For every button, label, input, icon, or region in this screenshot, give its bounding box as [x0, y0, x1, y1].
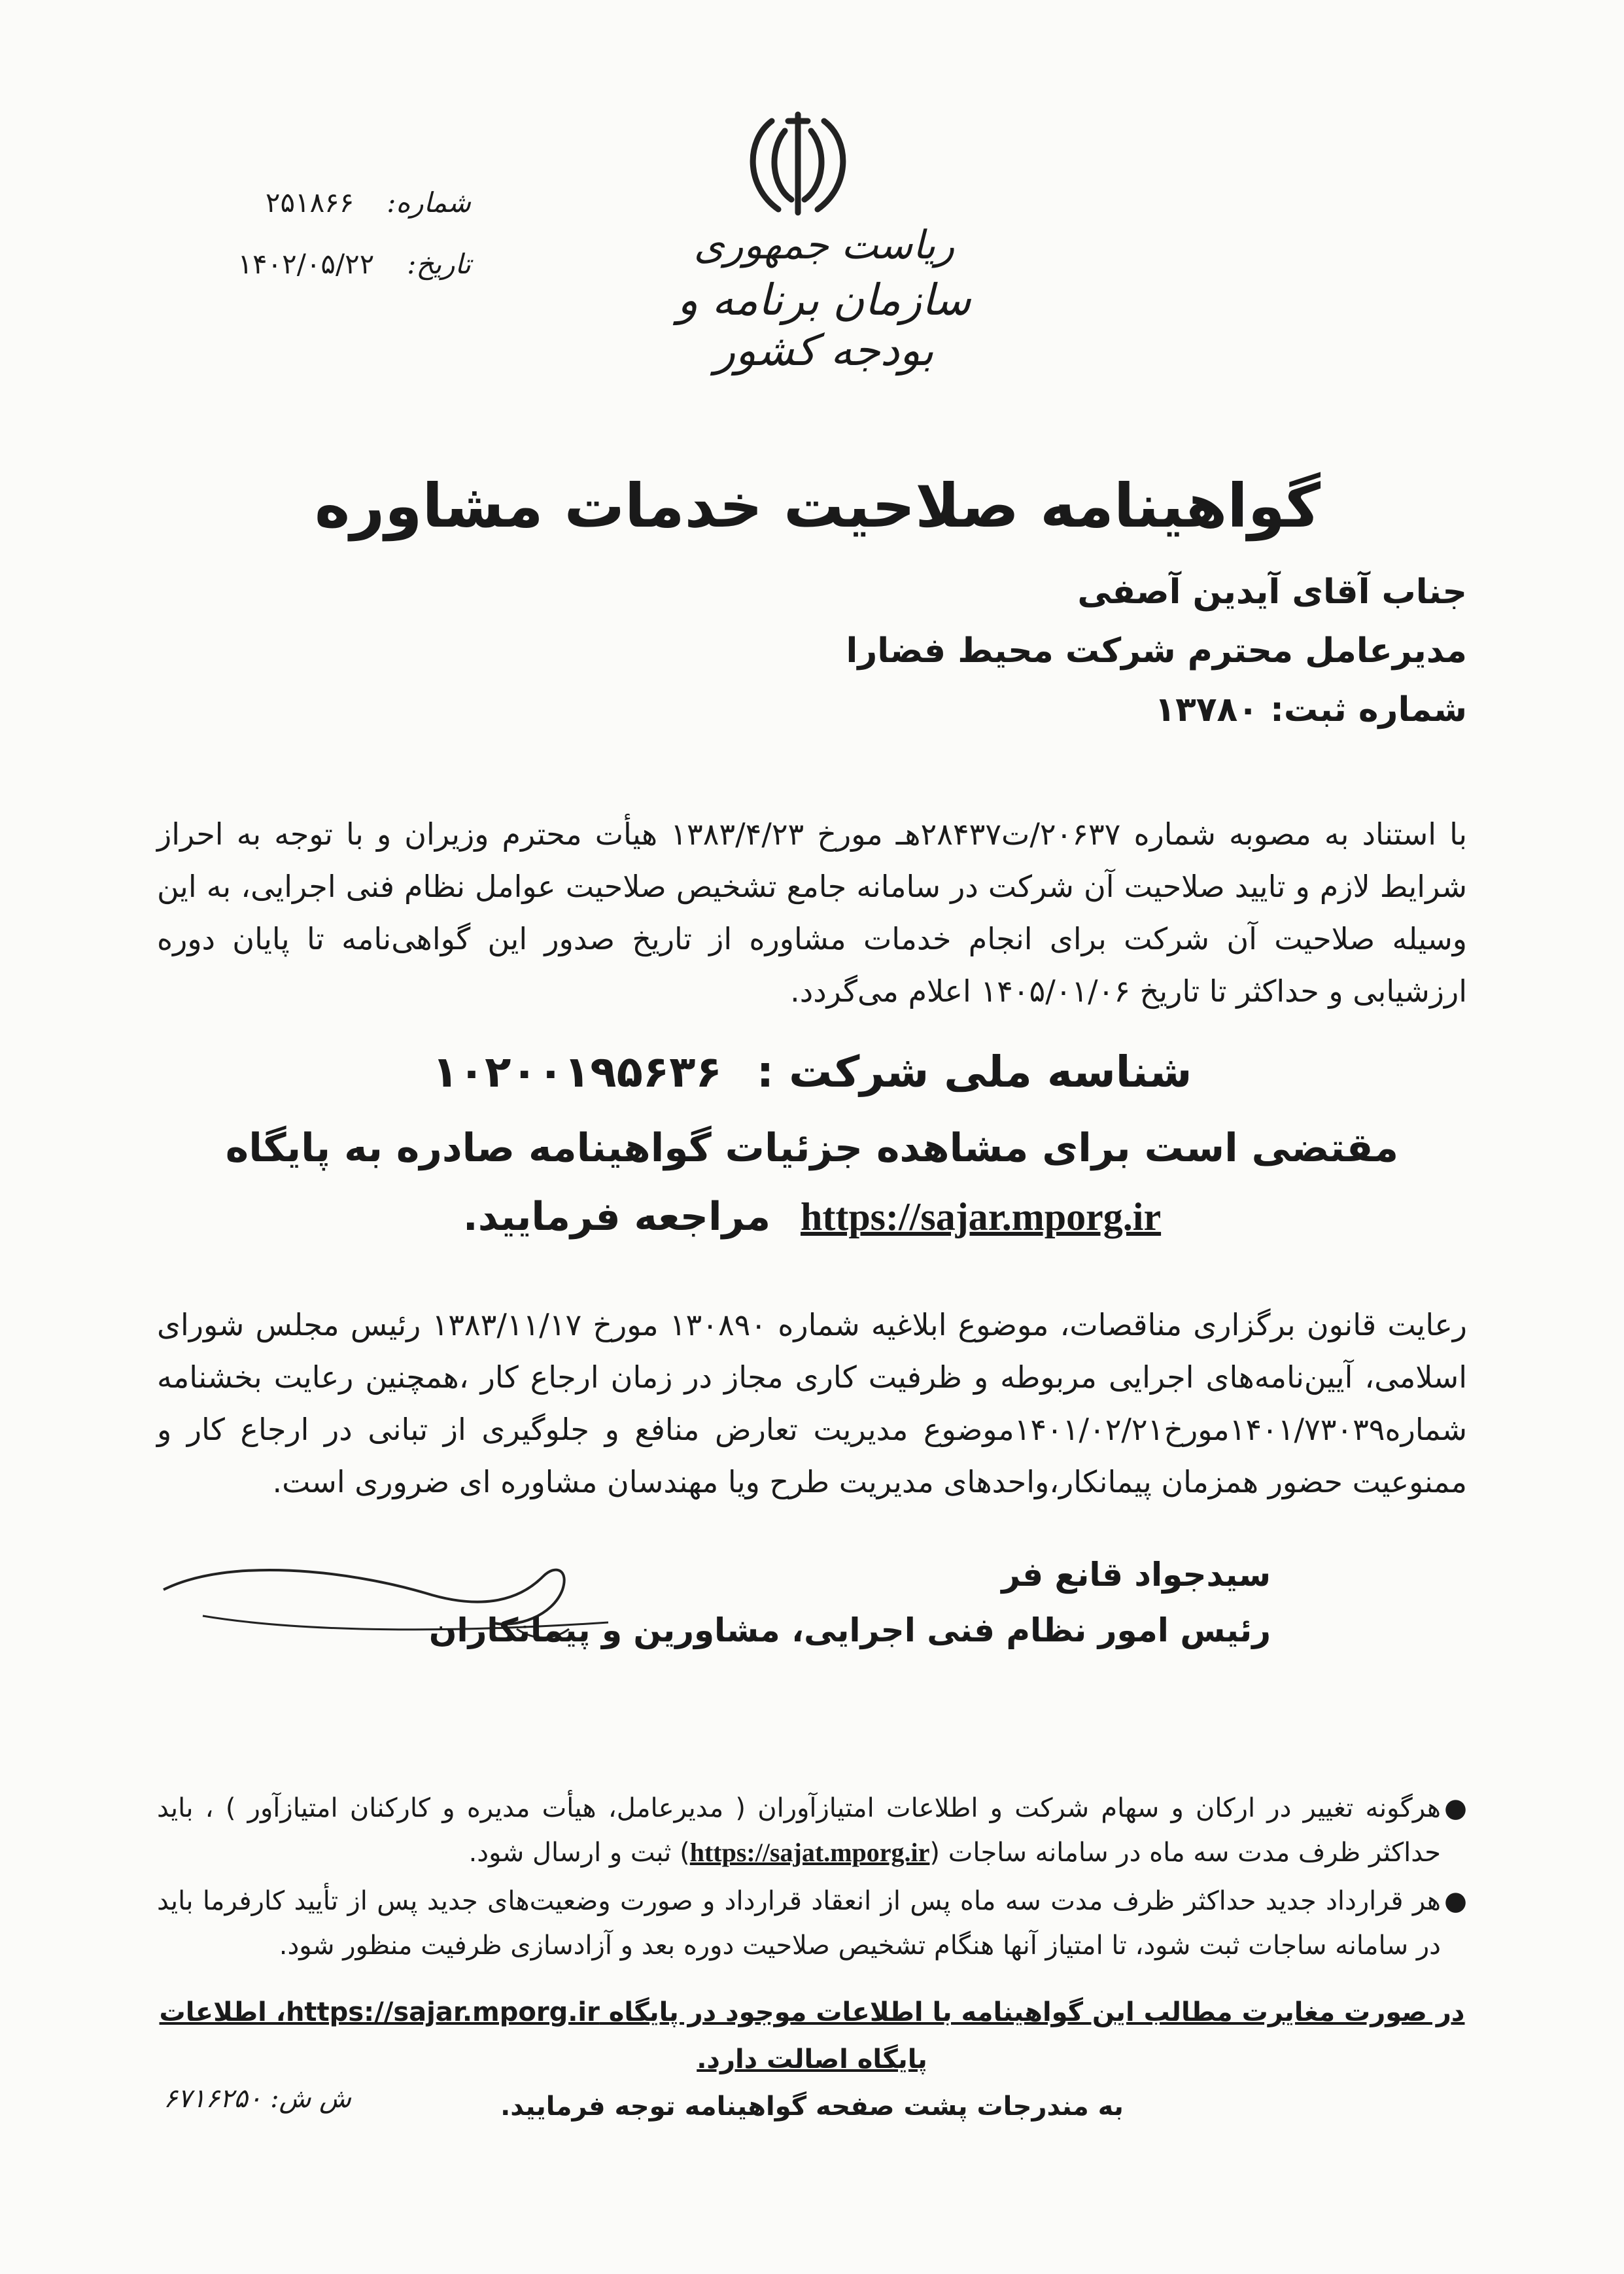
- authenticity-warning: [157, 1989, 1467, 2130]
- letter-number-label: شماره:: [387, 186, 471, 219]
- certificate-paragraph: با استناد به مصوبه شماره ۲۰۶۳۷/ت۲۸۴۳۷هـ مورخ ۱۳۸۳/۴/۲۳ هیأت محترم وزیران و با توجه به احراز شرایط لازم و تایید صلاحیت آن شرکت در سامانه جامع تشخیص صلاحیت عوامل نظام فنی اجرایی، به این وسیله صلاحیت آن شرکت برای انجام خدمات مشاوره از تاریخ صدور این گواهی‌نامه تا پایان دوره ارزشیابی و حداکثر تا تاریخ ۱۴۰۵/۰۱/۰۶ اعلام می‌گردد.: [157, 816, 1467, 1009]
- bullet-icon: ●: [1444, 1886, 1467, 1916]
- letter-meta: [196, 186, 471, 309]
- national-id-value: ۱۰۲۰۰۱۹۵۶۳۶: [432, 1047, 722, 1097]
- addressee-name: جناب آقای آیدین آصفی: [1077, 572, 1467, 612]
- letter-date-row: [196, 248, 471, 280]
- warning-line-2: به مندرجات پشت صفحه گواهینامه توجه فرمایید.: [500, 2091, 1124, 2122]
- footnote-item: [157, 1786, 1467, 1875]
- sajat-link[interactable]: https://sajat.mporg.ir: [689, 1838, 930, 1867]
- letter-date: ۱۴۰۲/۰۵/۲۲: [237, 248, 375, 280]
- iran-emblem-icon: [733, 101, 863, 226]
- notice-suffix: مراجعه فرمایید.: [462, 1194, 771, 1240]
- document-title: گواهینامه صلاحیت خدمات مشاوره: [315, 471, 1321, 541]
- sajar-link[interactable]: https://sajar.mporg.ir: [800, 1195, 1162, 1238]
- letter-date-label: تاریخ:: [407, 248, 471, 280]
- org-line-presidency: ریاست جمهوری: [693, 222, 955, 268]
- footnote-text: هرگونه تغییر در ارکان و سهام شرکت و اطلاعات امتیازآوران ( مدیرعامل، هیأت مدیره و کارکنان امتیازآور ) ، باید حداکثر ظرف مدت سه ماه در سامانه ساجات (: [157, 1793, 1441, 1868]
- footnote-text-end: ) ثبت و ارسال شود.: [468, 1838, 690, 1868]
- footnote-item: [157, 1879, 1467, 1968]
- notice-line-2: [157, 1194, 1467, 1240]
- bullet-icon: ●: [1444, 1793, 1467, 1823]
- compliance-paragraph: رعایت قانون برگزاری مناقصات، موضوع ابلاغیه شماره ۱۳۰۸۹۰ مورخ ۱۳۸۳/۱۱/۱۷ رئیس مجلس شورای اسلامی، آیین‌نامه‌های اجرایی مربوطه و ظرفیت کاری مجاز در زمان ارجاع کار ،همچنین رعایت بخشنامه شماره۱۴۰۱/۷۳۰۳۹مورخ۱۴۰۱/۰۲/۲۱موضوع مدیریت تعارض منافع و جلوگیری از تبانی در ارجاع کار و ممنوعیت حضور همزمان پیمانکار،واحدهای مدیریت طرح ویا مهندسان مشاوره ای ضروری است.: [157, 1307, 1468, 1499]
- signatory-block: [224, 1547, 1271, 1658]
- addressee-role: مدیرعامل محترم شرکت محیط فضارا: [846, 631, 1467, 671]
- letter-number: ۲۵۱۸۶۶: [265, 186, 354, 219]
- national-id-label: شناسه ملی شرکت :: [756, 1047, 1192, 1097]
- letter-number-row: [196, 186, 471, 219]
- signatory-position: رئیس امور نظام فنی اجرایی، مشاورین و پیمانکاران: [428, 1611, 1271, 1649]
- org-line-budget: سازمان برنامه و بودجه کشور: [677, 275, 971, 376]
- addressee-block: [486, 563, 1467, 739]
- footnotes: [157, 1786, 1467, 1972]
- registration-number: شماره ثبت: ۱۳۷۸۰: [1154, 690, 1467, 729]
- signatory-name: سیدجواد قانع فر: [1001, 1556, 1271, 1594]
- national-id-line: [157, 1047, 1467, 1097]
- issuing-organization: [628, 222, 1020, 376]
- warning-line-1: در صورت مغایرت مطالب این گواهینامه با اطلاعات موجود در پایگاه https://sajar.mporg.ir، اطلاعات پایگاه اصالت دارد.: [159, 1997, 1465, 2074]
- footnote-text: هر قرارداد جدید حداکثر ظرف مدت سه ماه پس از انعقاد قرارداد و صورت وضعیت‌های جدید پس از تأیید کارفرما باید در سامانه ساجات ثبت شود، تا امتیاز آنها هنگام تشخیص صلاحیت دوره بعد و آزادسازی ظرفیت منظور شود.: [157, 1886, 1441, 1961]
- notice-line-1: مقتضی است برای مشاهده جزئیات گواهینامه صادره به پایگاه: [225, 1125, 1399, 1171]
- serial-number: ش ش: ۶۷۱۶۲۵۰: [164, 2084, 351, 2114]
